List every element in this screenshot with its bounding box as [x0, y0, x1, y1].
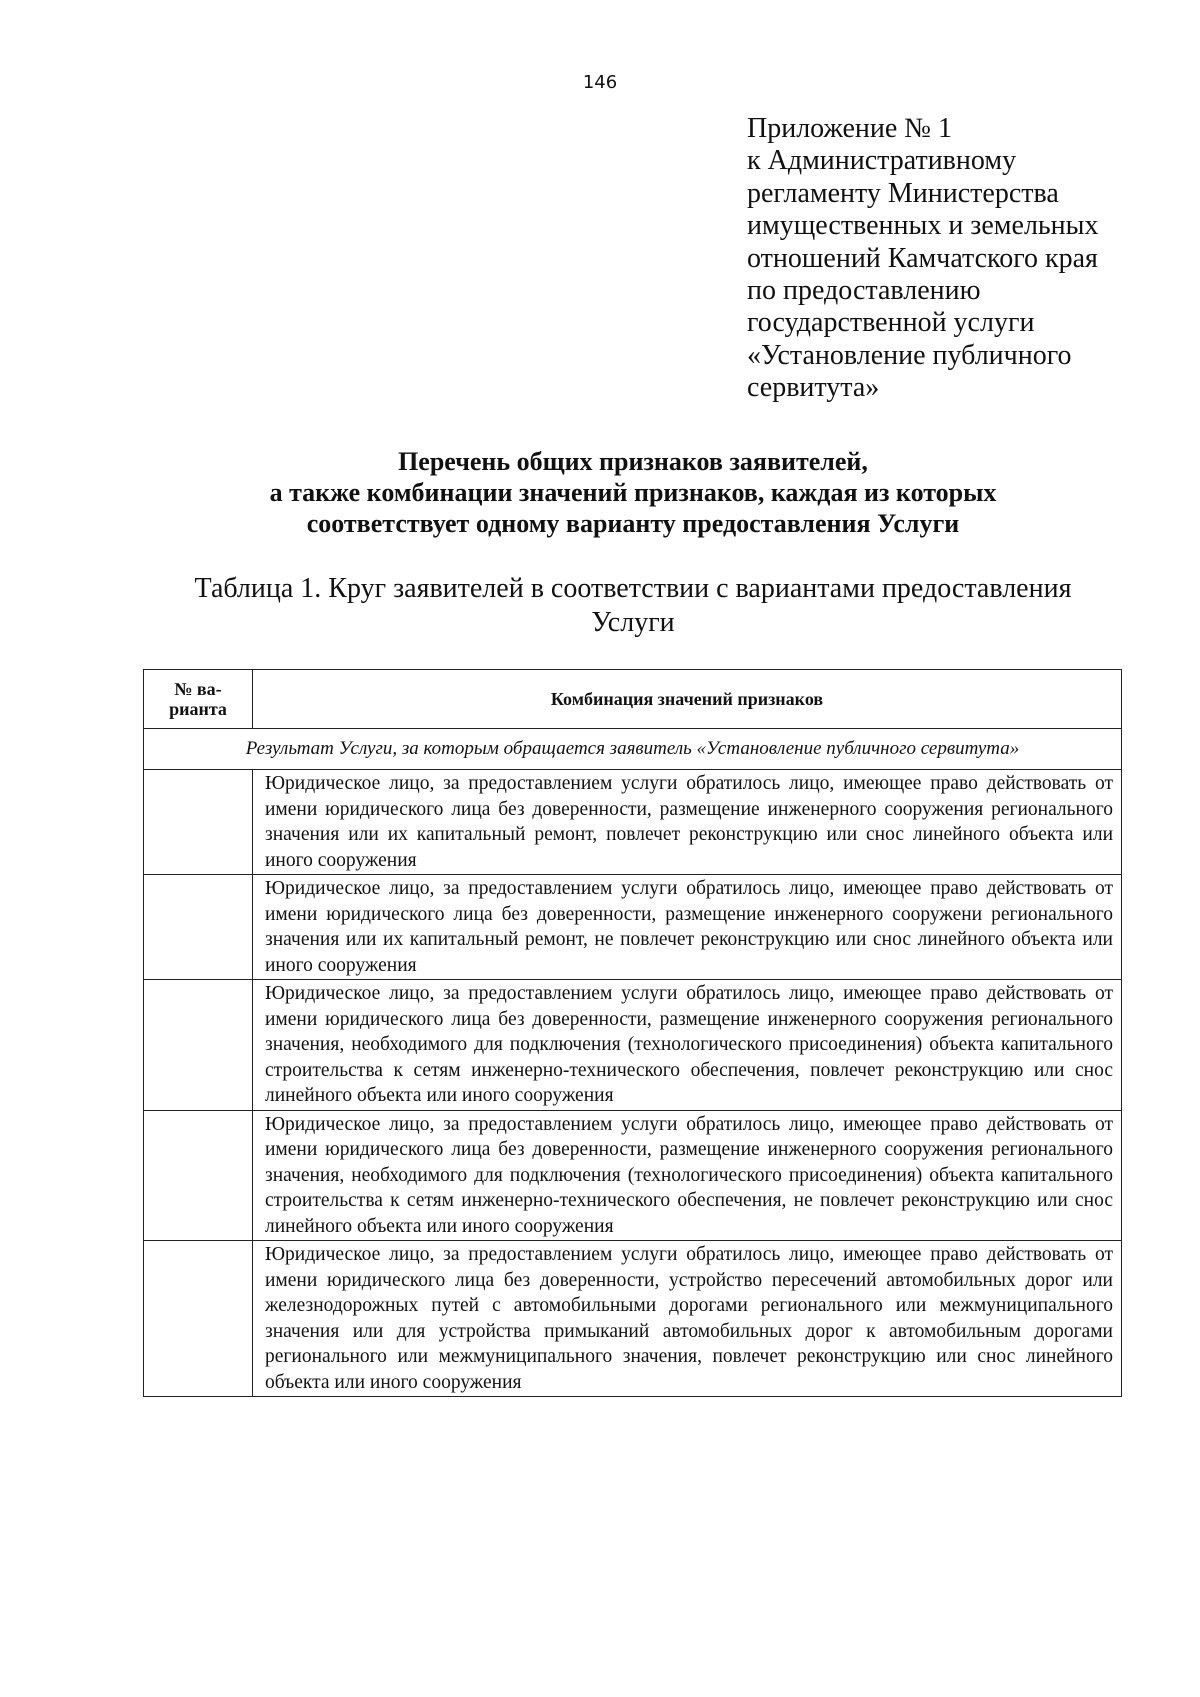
- table-header-row: [144, 670, 1122, 729]
- variant-number-cell: [144, 770, 253, 875]
- table-caption-line: Таблица 1. Круг заявителей в соответствии с вариантами предоставления: [194, 573, 1072, 604]
- result-cell: Результат Услуги, за которым обращается заявитель «Установление публичного сервитута»: [144, 729, 1122, 770]
- appendix-line: Приложение № 1: [747, 113, 952, 144]
- table-row: [144, 770, 1122, 875]
- table-row: [144, 1110, 1122, 1241]
- appendix-line: государственной услуги: [747, 307, 1035, 339]
- heading-line: а также комбинации значений признаков, каждая из которых: [269, 478, 997, 507]
- appendix-line: сервитута»: [747, 372, 880, 404]
- variant-number-cell: [144, 875, 253, 980]
- table-row: [144, 875, 1122, 980]
- appendix-line: «Установление публичного: [747, 339, 1072, 371]
- combination-cell: Юридическое лицо, за предоставлением услуги обратилось лицо, имеющее право действовать от имени юридического лица без доверенности, размещение инженерного сооружени регионального значения или их капитальный ремонт, не повлечет реконструкцию или снос линейного объекта или иного сооружения: [253, 875, 1122, 980]
- table-row: [144, 980, 1122, 1111]
- document-heading: [0, 446, 1200, 539]
- appendix-line: имущественных и земельных: [747, 210, 1099, 242]
- appendix-line: по предоставлению: [747, 275, 981, 307]
- table-caption-line: Услуги: [591, 607, 675, 638]
- appendix-line: регламенту Министерства: [747, 177, 1059, 209]
- variant-number-cell: [144, 980, 253, 1111]
- combination-cell: Юридическое лицо, за предоставлением услуги обратилось лицо, имеющее право действовать от имени юридического лица без доверенности, устройство пересечений автомобильных дорог или железнодорожных путей с автомобильными дорогами регионального или межмуниципального значения или для устройства примыканий автомобильных дорог к автомобильным дорогами регионального или межмуниципального значения, повлечет реконструкцию или снос линейного объекта или иного сооружения: [253, 1241, 1122, 1397]
- appendix-line: отношений Камчатского края: [747, 242, 1098, 274]
- combination-cell: Юридическое лицо, за предоставлением услуги обратилось лицо, имеющее право действовать от имени юридического лица без доверенности, размещение инженерного сооружения регионального значения или их капитальный ремонт, повлечет реконструкцию или снос линейного объекта или иного сооружения: [253, 770, 1122, 875]
- table-caption: [0, 572, 1200, 640]
- header-combination: Комбинация значений признаков: [253, 670, 1122, 729]
- page-number: 146: [582, 72, 618, 93]
- heading-line: Перечень общих признаков заявителей,: [398, 447, 868, 476]
- table-row: [144, 1241, 1122, 1397]
- variant-number-cell: [144, 1110, 253, 1241]
- combination-cell: Юридическое лицо, за предоставлением услуги обратилось лицо, имеющее право действовать от имени юридического лица без доверенности, размещение инженерного сооружения регионального значения, необходимого для подключения (технологического присоединения) объекта капитального строительства к сетям инженерно-технического обеспечения, повлечет реконструкцию или снос линейного объекта или иного сооружения: [253, 980, 1122, 1111]
- result-row: [144, 729, 1122, 770]
- combination-cell: Юридическое лицо, за предоставлением услуги обратилось лицо, имеющее право действовать от имени юридического лица без доверенности, размещение инженерного сооружения регионального значения, необходимого для подключения (технологического присоединения) объекта капитального строительства к сетям инженерно-технического обеспечения, не повлечет реконструкцию или снос линейного объекта или иного сооружения: [253, 1110, 1122, 1241]
- variants-table: [143, 669, 1122, 1397]
- heading-line: соответствует одному варианту предоставления Услуги: [306, 509, 960, 538]
- appendix-block: [747, 113, 1167, 405]
- variant-number-cell: [144, 1241, 253, 1397]
- header-variant-number: № ва- рианта: [144, 670, 253, 729]
- appendix-line: к Административному: [747, 145, 1017, 177]
